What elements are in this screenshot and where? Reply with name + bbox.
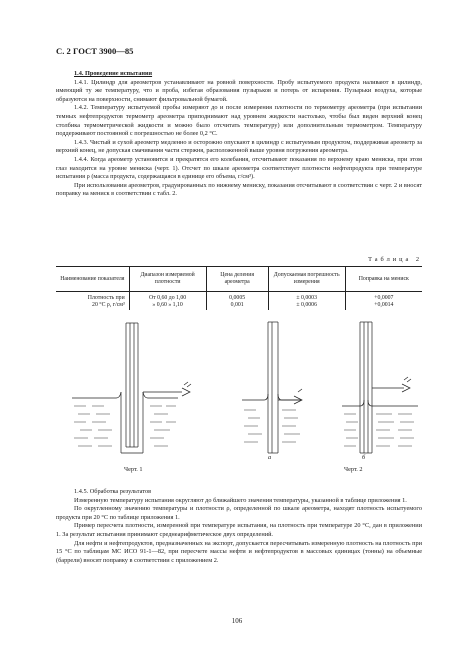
range-value-2: » 0,60 » 1,10 [152,302,183,308]
figure-1-caption: Черт. 1 [124,466,143,473]
error-value-2: ± 0,0006 [296,302,317,308]
table-row [56,292,422,311]
paragraph-1-4-5-a: Измеренную температуру испытания округляют до ближайшего значения температуры, указанной в таблице приложения 1. [74,496,407,504]
range-value-1: От 0,60 до 1,00 [149,295,187,301]
section-1-4 [56,70,422,199]
table-2 [56,266,422,310]
paragraph-1-4-5: 1.4.5. Обработка результатов [74,488,152,495]
row-label-line-2: 20 °С ρ, г/см³ [92,302,125,308]
paragraph-1-4-5-b: По округленному значению температуры и плотности ρ, определенной по шкале ареометра, находят плотность испытуемого продукта при 20 °С по таблице приложения 1. [56,505,422,521]
table-cell [129,292,206,311]
table-header-cell: Цена деления ареометра [206,267,268,292]
paragraph-1-4-5-c: Пример пересчета плотности, измеренной при температуре испытания, на плотность при температуре 20 °С, дан в приложении 1. За результат испытания принимают среднеарифметическое двух определений. [56,522,422,538]
paragraph-1-4-4-b: При использовании ареометров, градуированных по нижнему мениску, показания отсчитывают в соответствии с черт. 2 и вносят поправку на мениск в соответствии с табл. 2. [56,181,422,198]
table-caption: Таблица 2 [368,256,422,263]
paragraph-1-4-5-d: Для нефти и нефтепродуктов, предназначенных на экспорт, допускается пересчитывать измеренную плотность на плотность при 15 °С по таблицам МС ИСО 91-1—82, при пересчете массы нефти и нефтепродуктов в массовых единицах (тонны) на объемные (баррели) вносят поправку в соответствии с приложением 2. [56,539,422,564]
paragraph-1-4-4: 1.4.4. Когда ареометр установится и прекратятся его колебания, отсчитывают показания по верхнему краю мениска, при этом глаз находится на уровне мениска (черт. 1). Отсчет по шкале ареометра соответствует плотности нефтепродукта при температуре испытания ρ (масса продукта, содержащаяся в единице его объема, г/см³). [56,155,422,181]
section-1-4-5 [56,488,422,565]
paragraph-1-4-1: 1.4.1. Цилиндр для ареометров устанавливают на ровной поверхности. Пробу испытуемого продукта наливают в цилиндр, имеющий ту же температуру, что и проба, избегая образования пузырьков и потерь от испарения. Пузырьки воздуха, которые образуются на поверхности, снимают фильтровальной бумагой. [56,78,422,103]
table-cell [206,292,268,311]
figure-2-caption: Черт. 2 [344,466,363,473]
figure-2-label-a: а [268,454,272,461]
division-value-1: 0,0005 [229,295,246,301]
division-value-2: 0,001 [230,302,244,308]
paragraph-1-4-3: 1.4.3. Чистый и сухой ареометр медленно и осторожно опускают в цилиндр с испытуемым продуктом, поддерживая ареометр за верхний конец, не допуская смачивания части стержня, расположенной выше уровня погружения ареометра. [56,138,422,155]
figure-1-drawing [70,318,210,463]
error-value-1: ± 0,0003 [296,295,317,301]
correction-value-2: +0,0014 [374,302,394,308]
table-header-cell: Допускаемая погрешность измерения [268,267,345,292]
table-cell [345,292,422,311]
table-cell [268,292,345,311]
correction-value-1: +0,0007 [374,295,394,301]
table-header-row [56,267,422,292]
table-header-cell: Наименование показателя [56,267,129,292]
paragraph-1-4-2: 1.4.2. Температуру испытуемой пробы измеряют до и после измерения плотности по термометру ареометра (при испытании темных нефтепродуктов термометр ареометра приподнимают над уровнем жидкости настолько, чтобы был виден верхний конец столбика термометрической жидкости и можно было отсчитать температуру) или дополнительным термометром. Температуру поддерживают постоянной с погрешностью не более 0,2 °С. [56,104,422,138]
figure-2-drawing [242,318,442,468]
page-header: С. 2 ГОСТ 3900—85 [56,46,134,56]
table-header-cell: Диапазон измеряемой плотности [129,267,206,292]
section-title: 1.4. Проведение испытания [74,70,153,77]
table-header-cell: Поправка на мениск [345,267,422,292]
row-label-line-1: Плотность при [87,295,125,301]
page-number: 106 [231,617,243,625]
figure-2-label-b: б [362,454,366,461]
table-cell [56,292,129,311]
